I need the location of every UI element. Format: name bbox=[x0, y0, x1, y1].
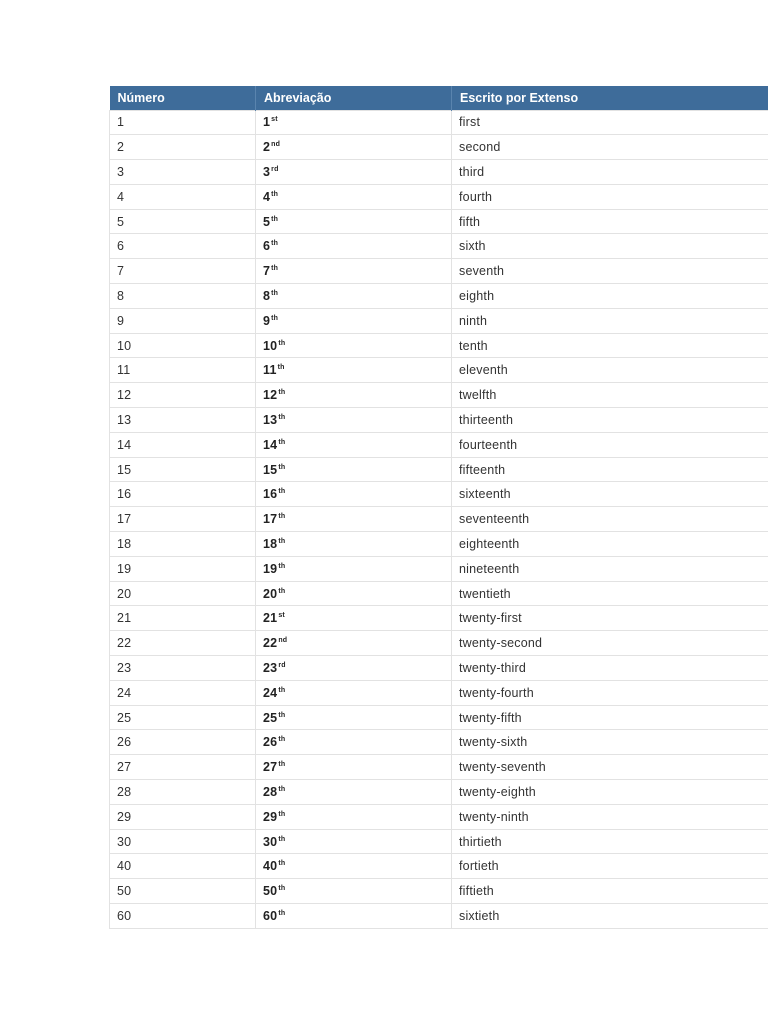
abbreviation-suffix: th bbox=[278, 711, 286, 719]
abbreviation-number: 21 bbox=[263, 611, 278, 626]
abbreviation-number: 22 bbox=[263, 636, 278, 651]
table-row bbox=[110, 184, 768, 209]
abbreviation-number: 26 bbox=[263, 735, 278, 750]
cell-abbreviation bbox=[256, 110, 452, 135]
header-escrito-por-extenso: Escrito por Extenso bbox=[452, 86, 768, 110]
cell-written: sixth bbox=[452, 234, 768, 259]
table-row bbox=[110, 507, 768, 532]
abbreviation-suffix: th bbox=[278, 860, 286, 868]
abbreviation-suffix: th bbox=[278, 785, 286, 793]
abbreviation-suffix: th bbox=[278, 438, 286, 446]
table-row bbox=[110, 730, 768, 755]
cell-number: 15 bbox=[110, 457, 256, 482]
table-row bbox=[110, 581, 768, 606]
table-row bbox=[110, 705, 768, 730]
table-row bbox=[110, 209, 768, 234]
abbreviation-number: 3 bbox=[263, 164, 271, 179]
cell-number: 29 bbox=[110, 804, 256, 829]
cell-number: 26 bbox=[110, 730, 256, 755]
abbreviation-number: 27 bbox=[263, 760, 278, 775]
cell-number: 60 bbox=[110, 904, 256, 929]
cell-abbreviation bbox=[256, 284, 452, 309]
cell-abbreviation bbox=[256, 631, 452, 656]
table-row bbox=[110, 680, 768, 705]
table-row bbox=[110, 234, 768, 259]
table-row bbox=[110, 110, 768, 135]
abbreviation-number: 28 bbox=[263, 784, 278, 799]
cell-written: ninth bbox=[452, 308, 768, 333]
cell-abbreviation bbox=[256, 308, 452, 333]
cell-number: 2 bbox=[110, 135, 256, 160]
abbreviation-number: 6 bbox=[263, 239, 271, 254]
cell-abbreviation bbox=[256, 383, 452, 408]
table-row bbox=[110, 780, 768, 805]
cell-abbreviation bbox=[256, 507, 452, 532]
cell-written: twenty-eighth bbox=[452, 780, 768, 805]
table-row bbox=[110, 631, 768, 656]
cell-written: fiftieth bbox=[452, 879, 768, 904]
abbreviation-suffix: nd bbox=[271, 141, 281, 149]
cell-number: 25 bbox=[110, 705, 256, 730]
table-row bbox=[110, 606, 768, 631]
cell-written: thirteenth bbox=[452, 408, 768, 433]
cell-written: twenty-sixth bbox=[452, 730, 768, 755]
cell-written: twentieth bbox=[452, 581, 768, 606]
table-row bbox=[110, 482, 768, 507]
cell-number: 1 bbox=[110, 110, 256, 135]
abbreviation-suffix: th bbox=[278, 488, 286, 496]
abbreviation-number: 13 bbox=[263, 412, 278, 427]
table-body bbox=[110, 110, 768, 928]
abbreviation-number: 20 bbox=[263, 586, 278, 601]
cell-written: seventeenth bbox=[452, 507, 768, 532]
abbreviation-number: 4 bbox=[263, 189, 271, 204]
abbreviation-suffix: th bbox=[278, 413, 286, 421]
abbreviation-number: 30 bbox=[263, 834, 278, 849]
cell-abbreviation bbox=[256, 606, 452, 631]
table-row bbox=[110, 308, 768, 333]
abbreviation-suffix: th bbox=[278, 736, 286, 744]
cell-written: twenty-second bbox=[452, 631, 768, 656]
cell-abbreviation bbox=[256, 482, 452, 507]
cell-abbreviation bbox=[256, 879, 452, 904]
abbreviation-number: 12 bbox=[263, 388, 278, 403]
abbreviation-suffix: th bbox=[278, 463, 286, 471]
table-row bbox=[110, 656, 768, 681]
abbreviation-suffix: th bbox=[278, 562, 286, 570]
cell-number: 22 bbox=[110, 631, 256, 656]
cell-abbreviation bbox=[256, 556, 452, 581]
cell-number: 16 bbox=[110, 482, 256, 507]
abbreviation-suffix: nd bbox=[278, 637, 288, 645]
cell-number: 40 bbox=[110, 854, 256, 879]
cell-number: 7 bbox=[110, 259, 256, 284]
abbreviation-suffix: th bbox=[278, 339, 286, 347]
abbreviation-number: 18 bbox=[263, 536, 278, 551]
abbreviation-number: 9 bbox=[263, 313, 271, 328]
abbreviation-number: 5 bbox=[263, 214, 271, 229]
cell-written: eleventh bbox=[452, 358, 768, 383]
abbreviation-number: 11 bbox=[263, 363, 277, 378]
abbreviation-suffix: th bbox=[271, 240, 279, 248]
table-row bbox=[110, 160, 768, 185]
table-row bbox=[110, 358, 768, 383]
cell-abbreviation bbox=[256, 904, 452, 929]
cell-written: second bbox=[452, 135, 768, 160]
abbreviation-number: 40 bbox=[263, 859, 278, 874]
cell-number: 10 bbox=[110, 333, 256, 358]
cell-number: 6 bbox=[110, 234, 256, 259]
cell-abbreviation bbox=[256, 829, 452, 854]
cell-abbreviation bbox=[256, 209, 452, 234]
abbreviation-suffix: rd bbox=[271, 165, 279, 173]
table-row bbox=[110, 854, 768, 879]
cell-abbreviation bbox=[256, 581, 452, 606]
abbreviation-suffix: th bbox=[271, 314, 279, 322]
cell-abbreviation bbox=[256, 160, 452, 185]
table-row bbox=[110, 333, 768, 358]
table-row bbox=[110, 556, 768, 581]
abbreviation-number: 25 bbox=[263, 710, 278, 725]
cell-number: 27 bbox=[110, 755, 256, 780]
abbreviation-number: 60 bbox=[263, 908, 278, 923]
abbreviation-number: 10 bbox=[263, 338, 278, 353]
abbreviation-suffix: th bbox=[278, 537, 286, 545]
cell-number: 3 bbox=[110, 160, 256, 185]
document-page bbox=[109, 86, 768, 929]
cell-written: eighteenth bbox=[452, 532, 768, 557]
cell-written: nineteenth bbox=[452, 556, 768, 581]
abbreviation-suffix: th bbox=[278, 686, 286, 694]
cell-written: twenty-fifth bbox=[452, 705, 768, 730]
cell-written: twenty-first bbox=[452, 606, 768, 631]
abbreviation-number: 23 bbox=[263, 660, 278, 675]
cell-number: 18 bbox=[110, 532, 256, 557]
table-row bbox=[110, 259, 768, 284]
cell-abbreviation bbox=[256, 358, 452, 383]
cell-abbreviation bbox=[256, 184, 452, 209]
cell-written: fifteenth bbox=[452, 457, 768, 482]
cell-written: sixteenth bbox=[452, 482, 768, 507]
cell-number: 13 bbox=[110, 408, 256, 433]
cell-abbreviation bbox=[256, 854, 452, 879]
abbreviation-number: 2 bbox=[263, 140, 271, 155]
abbreviation-suffix: st bbox=[278, 612, 285, 620]
cell-number: 50 bbox=[110, 879, 256, 904]
cell-number: 5 bbox=[110, 209, 256, 234]
cell-written: twenty-fourth bbox=[452, 680, 768, 705]
abbreviation-number: 8 bbox=[263, 288, 271, 303]
cell-written: fifth bbox=[452, 209, 768, 234]
cell-written: first bbox=[452, 110, 768, 135]
cell-number: 4 bbox=[110, 184, 256, 209]
table-row bbox=[110, 755, 768, 780]
header-numero: Número bbox=[110, 86, 256, 110]
abbreviation-number: 14 bbox=[263, 437, 278, 452]
abbreviation-suffix: th bbox=[278, 389, 286, 397]
cell-number: 21 bbox=[110, 606, 256, 631]
abbreviation-suffix: th bbox=[278, 810, 286, 818]
abbreviation-number: 17 bbox=[263, 512, 278, 527]
abbreviation-suffix: th bbox=[271, 289, 279, 297]
cell-written: twenty-third bbox=[452, 656, 768, 681]
cell-written: sixtieth bbox=[452, 904, 768, 929]
abbreviation-number: 15 bbox=[263, 462, 278, 477]
cell-written: twenty-seventh bbox=[452, 755, 768, 780]
cell-written: fourteenth bbox=[452, 432, 768, 457]
cell-written: tenth bbox=[452, 333, 768, 358]
cell-number: 30 bbox=[110, 829, 256, 854]
cell-number: 11 bbox=[110, 358, 256, 383]
cell-abbreviation bbox=[256, 780, 452, 805]
table-row bbox=[110, 432, 768, 457]
abbreviation-suffix: th bbox=[278, 761, 286, 769]
cell-abbreviation bbox=[256, 432, 452, 457]
cell-written: eighth bbox=[452, 284, 768, 309]
cell-number: 19 bbox=[110, 556, 256, 581]
table-row bbox=[110, 829, 768, 854]
table-row bbox=[110, 532, 768, 557]
header-row bbox=[110, 86, 768, 110]
cell-number: 14 bbox=[110, 432, 256, 457]
cell-number: 28 bbox=[110, 780, 256, 805]
abbreviation-number: 19 bbox=[263, 561, 278, 576]
cell-abbreviation bbox=[256, 680, 452, 705]
cell-number: 17 bbox=[110, 507, 256, 532]
cell-abbreviation bbox=[256, 457, 452, 482]
abbreviation-suffix: st bbox=[271, 116, 278, 124]
cell-abbreviation bbox=[256, 532, 452, 557]
abbreviation-number: 1 bbox=[263, 115, 271, 130]
header-abreviacao: Abreviação bbox=[256, 86, 452, 110]
abbreviation-number: 7 bbox=[263, 264, 271, 279]
table-row bbox=[110, 284, 768, 309]
ordinal-numbers-table bbox=[109, 86, 768, 929]
abbreviation-suffix: th bbox=[278, 885, 286, 893]
abbreviation-suffix: th bbox=[278, 835, 286, 843]
table-row bbox=[110, 904, 768, 929]
cell-abbreviation bbox=[256, 408, 452, 433]
cell-written: seventh bbox=[452, 259, 768, 284]
abbreviation-suffix: th bbox=[278, 909, 286, 917]
cell-abbreviation bbox=[256, 804, 452, 829]
cell-number: 20 bbox=[110, 581, 256, 606]
table-row bbox=[110, 408, 768, 433]
abbreviation-number: 24 bbox=[263, 685, 278, 700]
table-header bbox=[110, 86, 768, 110]
cell-written: twelfth bbox=[452, 383, 768, 408]
cell-abbreviation bbox=[256, 234, 452, 259]
abbreviation-suffix: th bbox=[271, 190, 279, 198]
cell-number: 23 bbox=[110, 656, 256, 681]
table-row bbox=[110, 879, 768, 904]
cell-abbreviation bbox=[256, 755, 452, 780]
table-row bbox=[110, 383, 768, 408]
cell-number: 24 bbox=[110, 680, 256, 705]
cell-abbreviation bbox=[256, 705, 452, 730]
abbreviation-suffix: th bbox=[271, 215, 279, 223]
abbreviation-number: 50 bbox=[263, 884, 278, 899]
table-row bbox=[110, 804, 768, 829]
cell-number: 12 bbox=[110, 383, 256, 408]
cell-written: third bbox=[452, 160, 768, 185]
cell-abbreviation bbox=[256, 730, 452, 755]
abbreviation-suffix: th bbox=[271, 265, 279, 273]
cell-abbreviation bbox=[256, 333, 452, 358]
cell-number: 8 bbox=[110, 284, 256, 309]
abbreviation-number: 16 bbox=[263, 487, 278, 502]
abbreviation-suffix: th bbox=[277, 364, 285, 372]
cell-written: thirtieth bbox=[452, 829, 768, 854]
cell-written: twenty-ninth bbox=[452, 804, 768, 829]
cell-abbreviation bbox=[256, 259, 452, 284]
cell-abbreviation bbox=[256, 135, 452, 160]
cell-written: fourth bbox=[452, 184, 768, 209]
abbreviation-suffix: th bbox=[278, 587, 286, 595]
cell-abbreviation bbox=[256, 656, 452, 681]
abbreviation-number: 29 bbox=[263, 809, 278, 824]
abbreviation-suffix: rd bbox=[278, 661, 286, 669]
table-row bbox=[110, 457, 768, 482]
table-row bbox=[110, 135, 768, 160]
cell-written: fortieth bbox=[452, 854, 768, 879]
cell-number: 9 bbox=[110, 308, 256, 333]
abbreviation-suffix: th bbox=[278, 513, 286, 521]
